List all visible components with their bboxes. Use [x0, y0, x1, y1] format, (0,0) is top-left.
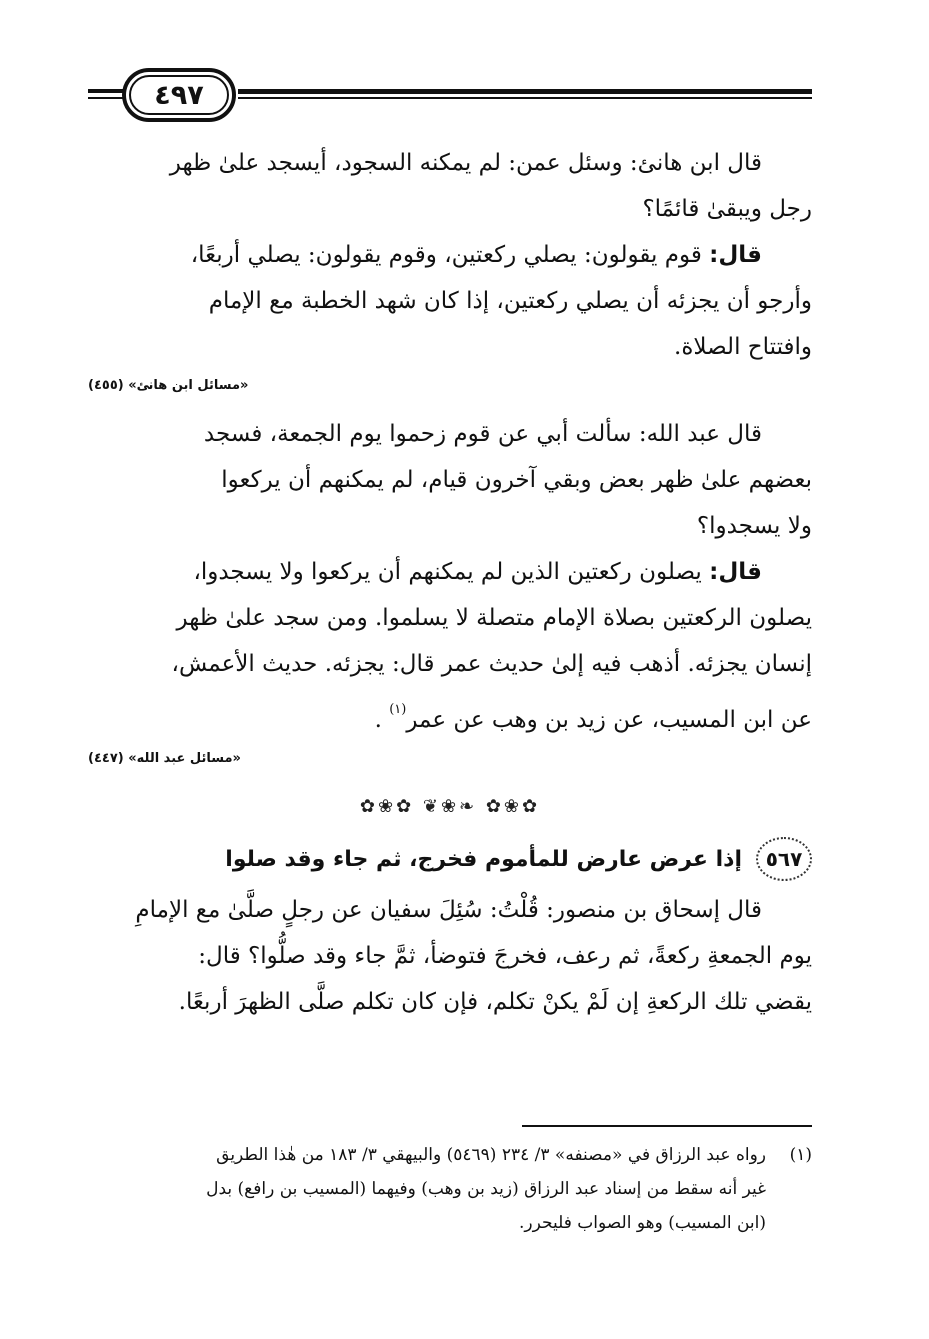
header-rule-thin [238, 97, 812, 99]
paragraph-4-line-1: قال: يصلون ركعتين الذين لم يمكنهم أن يركعوا ولا يسجدوا، [193, 559, 762, 585]
footnote-1-line-3: (ابن المسيب) وهو الصواب فليحرر. [519, 1213, 766, 1233]
page-number: ٤٩٧ [154, 79, 204, 111]
footnote-1-line-1: (١)رواه عبد الرزاق في «مصنفه» ٣/ ٢٣٤ (٥٤٦٩) والبيهقي ٣/ ١٨٣ من هٰذا الطريق [88, 1138, 812, 1172]
ornament-divider: ✿❀✿ ❧❀❦ ✿❀✿ [359, 796, 541, 817]
qal-label: قال: [709, 559, 762, 585]
page-number-badge [122, 68, 236, 122]
qal-label: قال: [709, 242, 762, 268]
paragraph-2-line-1: قال: قوم يقولون: يصلي ركعتين، وقوم يقولون: يصلي أربعًا، [190, 242, 762, 268]
header-rule-left-thin [88, 97, 124, 99]
paragraph-3-line-3: ولا يسجدوا؟ [696, 513, 812, 539]
chapter-title: إذا عرض عارض للمأموم فخرج، ثم جاء وقد صلوا [225, 846, 742, 872]
source-citation-1: «مسائل ابن هانئ» (٤٥٥) [88, 378, 249, 393]
chapter-number: ٥٦٧ [756, 837, 812, 881]
footnote-separator [522, 1125, 812, 1127]
paragraph-3-line-2: بعضهم علىٰ ظهر بعض وبقي آخرون قيام، لم يمكنهم أن يركعوا [221, 467, 812, 493]
paragraph-1-line-2: رجل ويبقىٰ قائمًا؟ [642, 196, 812, 222]
footnote-1-line-2: غير أنه سقط من إسناد عبد الرزاق (زيد بن وهب) وفيهما (المسيب بن رافع) بدل [206, 1179, 766, 1199]
header-rule-left-thick [88, 89, 124, 93]
chapter-line-1: قال إسحاق بن منصور: قُلْتُ: سُئِلَ سفيان عن رجلٍ صلَّىٰ مع الإمامِ [135, 897, 762, 923]
paragraph-2-line-2: وأرجو أن يجزئه أن يصلي ركعتين، إذا كان شهد الخطبة مع الإمام [208, 288, 812, 314]
paragraph-4-line-2: يصلون الركعتين بصلاة الإمام متصلة لا يسلموا. ومن سجد علىٰ ظهر [176, 605, 812, 631]
footnote-number: (١) [789, 1145, 812, 1165]
page-header [88, 72, 812, 118]
source-citation-2: «مسائل عبد الله» (٤٤٧) [88, 751, 241, 766]
chapter-line-3: يقضي تلك الركعةِ إن لَمْ يكنْ تكلم، فإن كان تكلم صلَّى الظهرَ أربعًا. [178, 989, 812, 1015]
paragraph-4-line-3: إنسان يجزئه. أذهب فيه إلىٰ حديث عمر قال: يجزئه. حديث الأعمش، [171, 651, 812, 677]
paragraph-4-line-4: عن ابن المسيب، عن زيد بن وهب عن عمر$^{(١)}$ . [374, 702, 812, 733]
chapter-heading [88, 837, 812, 881]
chapter-line-2: يوم الجمعةِ ركعةً، ثم رعف، فخرجَ فتوضأ، ثمَّ جاء وقد صلُّوا؟ قال: [198, 943, 812, 969]
footnote-ref: (١) [389, 702, 407, 717]
paragraph-2-line-3: وافتتاح الصلاة. [674, 334, 812, 360]
paragraph-1-line-1: قال ابن هانئ: وسئل عمن: لم يمكنه السجود، أيسجد علىٰ ظهر [169, 150, 762, 176]
page-body [88, 140, 812, 1025]
paragraph-3-line-1: قال عبد الله: سألت أبي عن قوم زحموا يوم الجمعة، فسجد [203, 421, 762, 447]
footnotes [88, 1138, 812, 1240]
header-rule-thick [238, 89, 812, 94]
